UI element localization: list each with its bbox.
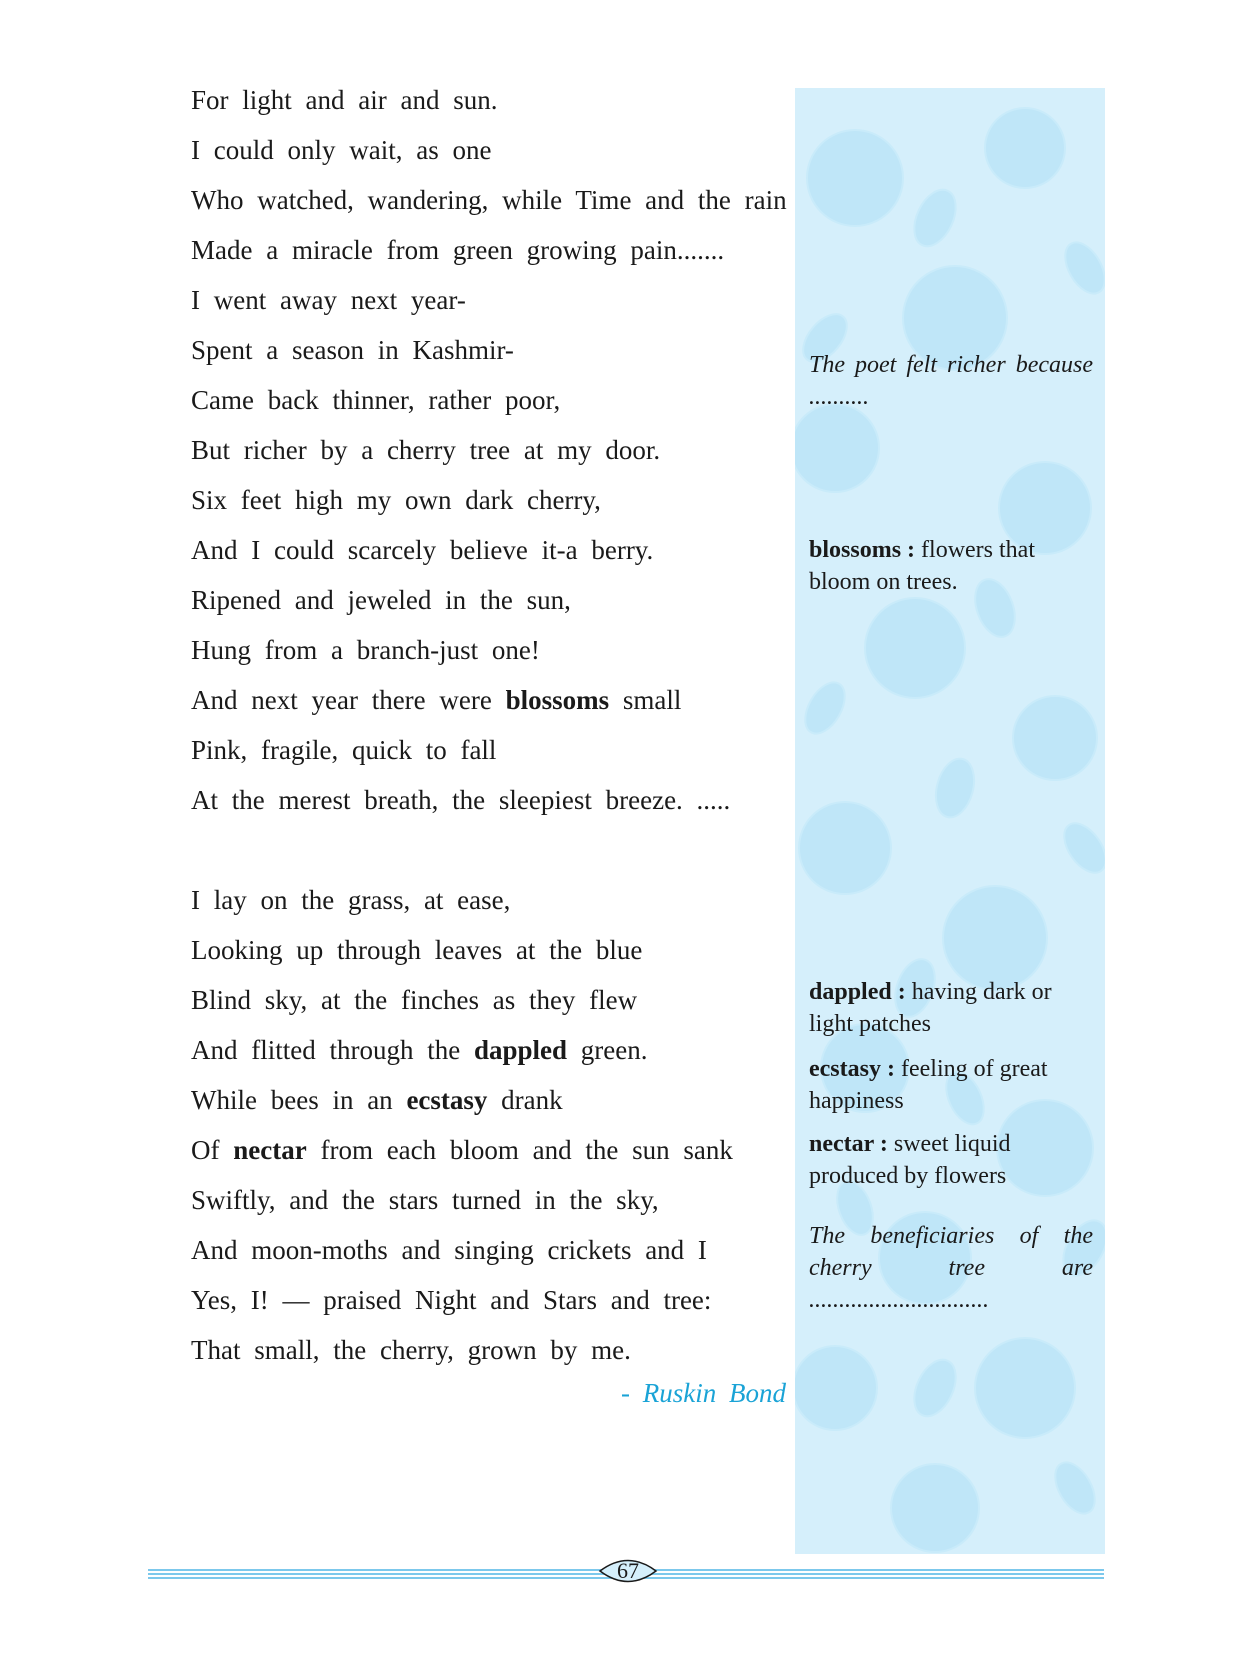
- poem-line: Six feet high my own dark cherry,: [191, 485, 601, 515]
- poem-author: - Ruskin Bond: [621, 1378, 786, 1408]
- glossary-word: nectar: [233, 1135, 307, 1165]
- poem-line: Came back thinner, rather poor,: [191, 385, 561, 415]
- poem-line: That small, the cherry, grown by me.: [191, 1335, 631, 1365]
- glossary-word: ecstasy: [406, 1085, 488, 1115]
- poem-line: At the merest breath, the sleepiest breeze. .....: [191, 785, 731, 815]
- glossary-term: nectar: [809, 1131, 874, 1157]
- poem-line: Looking up through leaves at the blue: [191, 935, 643, 965]
- poem-line: And moon-moths and singing crickets and I: [191, 1235, 707, 1265]
- line-text: from each bloom and the sun sank: [306, 1135, 733, 1165]
- glossary-definition: sweet liquid produced by flowers: [809, 1131, 1011, 1189]
- glossary-definition: feeling of great happiness: [809, 1056, 1048, 1114]
- glossary-entry-dappled: [809, 976, 1093, 1040]
- glossary-separator: :: [901, 537, 922, 563]
- line-text: small: [609, 685, 682, 715]
- stanza-break: [191, 828, 791, 878]
- poem-line: [191, 1078, 791, 1128]
- page-number: 67: [617, 1558, 639, 1583]
- poem-line: Spent a season in Kashmir-: [191, 335, 514, 365]
- line-text: And next year there were: [191, 685, 506, 715]
- poem-line: Made a miracle from green growing pain.......: [191, 235, 725, 265]
- glossary-definition: having dark or light patches: [809, 979, 1052, 1037]
- glossary-separator: :: [873, 1131, 894, 1157]
- poem-line: Who watched, wandering, while Time and the rain: [191, 185, 787, 215]
- poem-line: I could only wait, as one: [191, 135, 492, 165]
- poem-line: [191, 678, 791, 728]
- glossary-entry-ecstasy: [809, 1053, 1093, 1117]
- poem-line: And I could scarcely believe it-a berry.: [191, 535, 654, 565]
- rose-leaf-pattern: [795, 88, 1105, 1554]
- poem-line: Hung from a branch-just one!: [191, 635, 540, 665]
- poem-line: Ripened and jeweled in the sun,: [191, 585, 571, 615]
- glossary-term: dappled: [809, 979, 892, 1005]
- poem-line: I lay on the grass, at ease,: [191, 885, 511, 915]
- glossary-separator: :: [880, 1056, 901, 1082]
- poem-line: But richer by a cherry tree at my door.: [191, 435, 661, 465]
- line-text: drank: [487, 1085, 563, 1115]
- glossary-entry-blossoms: [809, 534, 1093, 598]
- glossary-definition: flowers that bloom on trees.: [809, 537, 1035, 595]
- glossary-entry-nectar: [809, 1128, 1093, 1192]
- question-poet-richer: The poet felt richer because ..........: [809, 352, 1093, 410]
- poem-line: Blind sky, at the finches as they flew: [191, 985, 638, 1015]
- poem-line: [191, 1028, 791, 1078]
- glossary-word: dappled: [473, 1035, 568, 1065]
- poem-line: Swiftly, and the stars turned in the sky,: [191, 1185, 659, 1215]
- glossary-separator: :: [891, 979, 912, 1005]
- poem-body: [191, 78, 791, 1378]
- poem-line: I went away next year-: [191, 285, 466, 315]
- poem-line: [191, 1128, 791, 1178]
- poem-line: Pink, fragile, quick to fall: [191, 735, 497, 765]
- poem-line: For light and air and sun.: [191, 85, 498, 115]
- glossary-word: blossoms: [505, 685, 610, 715]
- poem-line: Yes, I! — praised Night and Stars and tree:: [191, 1285, 712, 1315]
- glossary-term: ecstasy: [809, 1056, 881, 1082]
- line-text: green.: [567, 1035, 648, 1065]
- line-text: Of: [191, 1135, 234, 1165]
- page-number-badge: [596, 1556, 660, 1586]
- line-text: And flitted through the: [191, 1035, 474, 1065]
- line-text: While bees in an: [191, 1085, 407, 1115]
- margin-notes-panel: [795, 88, 1105, 1554]
- question-beneficiaries: The beneficiaries of the cherry tree are ..............................: [809, 1223, 1093, 1313]
- glossary-term: blossoms: [809, 537, 902, 563]
